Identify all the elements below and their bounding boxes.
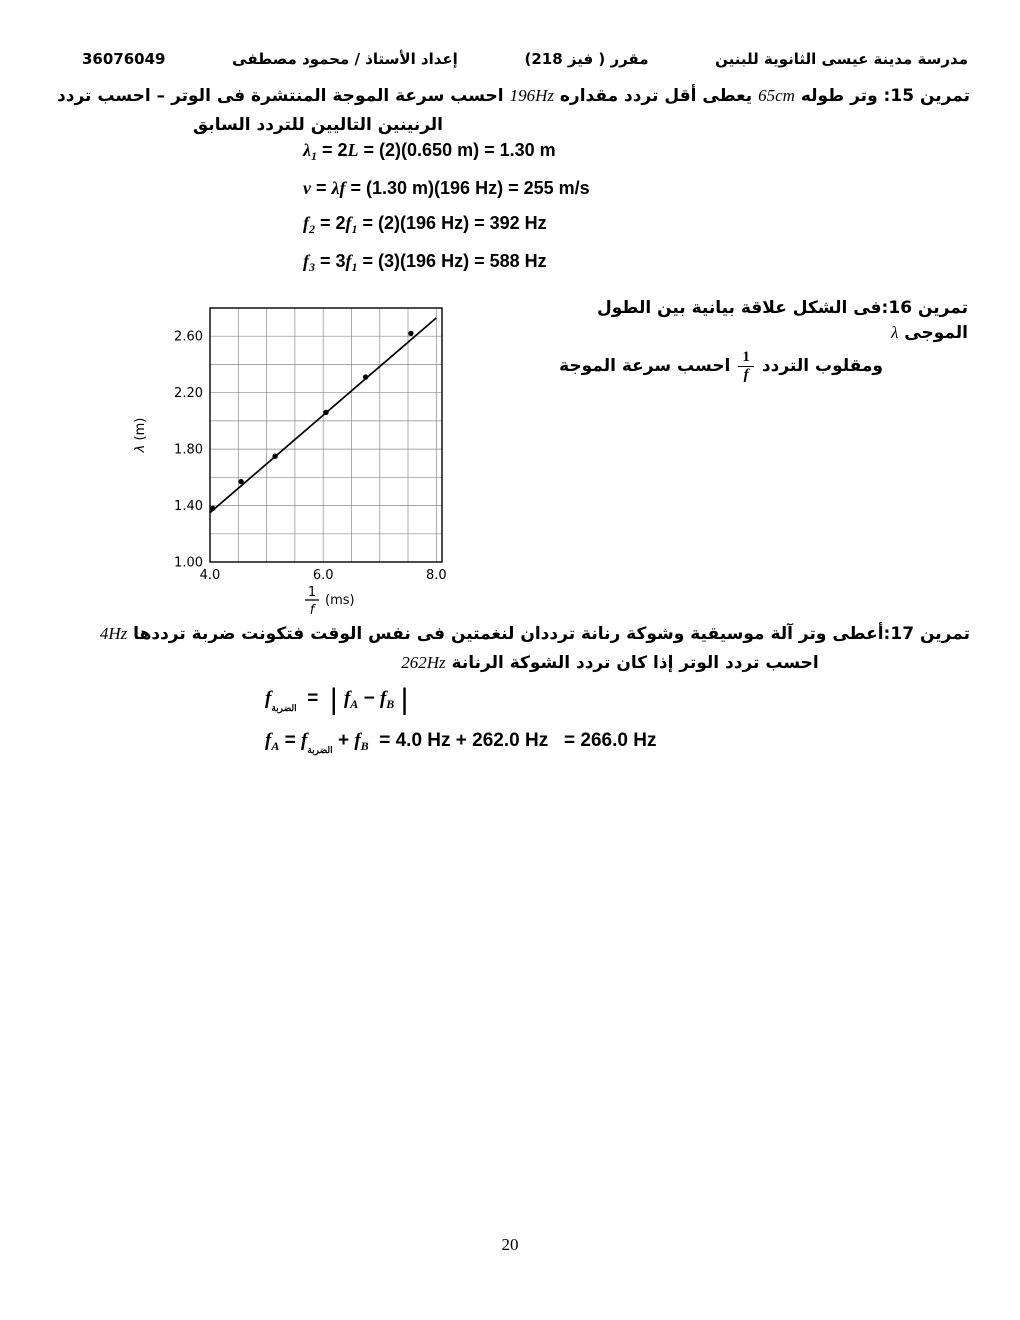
equation-string-frequency: $f_A = f_{الضربة} + f_B = 4.0$ Hz + 262.0 Hz = 266.0 Hz: [265, 730, 657, 755]
equation-beat-frequency: $f_{الضربة}$ = | $f_A - f_B$ |: [265, 683, 409, 716]
svg-text:2.20: 2.20: [174, 386, 203, 402]
exercise-16-title-line2: [528, 349, 968, 383]
svg-text:1: 1: [307, 585, 317, 600]
exercise-16-text-after: احسب سرعة الموجة: [559, 355, 731, 376]
exercise-15-title: تمرين 15: وتر طوله 65cm يعطى أقل تردد مقداره 196Hz احسب سرعة الموجة المنتشرة فى الوتر – احسب تردد: [57, 86, 970, 106]
equation-third-harmonic: $f_3 = 3f_1 = (3)(196$ Hz) = 588 Hz: [303, 251, 547, 274]
exercise-15-title-continued: الرنينين التاليين للتردد السابق: [192, 115, 444, 135]
course-name: مقرر ( فيز 218): [524, 50, 649, 68]
exercise-15-solution: [303, 140, 590, 289]
svg-text:(ms): (ms): [325, 593, 355, 608]
wavelength-vs-inverse-frequency-chart: [128, 300, 448, 618]
exercise-17-title: تمرين 17:أعطى وتر آلة موسيقية وشوكة رنانة ترددان لنغمتين فى نفس الوقت فتكونت ضربة ترددها 4Hz: [99, 624, 970, 644]
exercise-16-title: [528, 296, 968, 383]
exercise-17-title-continued: احسب تردد الوتر إذا كان تردد الشوكة الرنانة 262Hz: [401, 653, 819, 673]
exercise-17-solution: [265, 683, 657, 772]
svg-text:8.0: 8.0: [425, 568, 447, 583]
chart-canvas: [128, 300, 448, 618]
svg-text:f: f: [309, 603, 315, 618]
fraction-denominator: f: [743, 366, 749, 383]
svg-text:1.00: 1.00: [174, 555, 203, 571]
svg-text:λ (m): λ (m): [133, 417, 148, 453]
inverse-frequency-fraction: [738, 349, 754, 383]
svg-text:1.80: 1.80: [174, 442, 203, 458]
svg-text:2.60: 2.60: [174, 329, 203, 345]
exercise-16-text-before: ومقلوب التردد: [761, 355, 883, 376]
school-name: مدرسة مدينة عيسى الثانوية للبنين: [715, 50, 968, 68]
equation-wavelength: $\lambda_1 = 2L = (2)(0.650$ m) = 1.30 m: [303, 140, 556, 163]
page-number: 20: [501, 1235, 519, 1254]
document-code: 36076049: [82, 50, 166, 68]
teacher-name: إعداد الأستاذ / محمود مصطفى: [232, 50, 458, 68]
svg-text:6.0: 6.0: [312, 568, 334, 583]
svg-text:1.40: 1.40: [174, 499, 203, 515]
page-header: [82, 50, 968, 68]
fraction-numerator: 1: [738, 349, 754, 367]
exercise-16-title-line1: تمرين 16:فى الشكل علاقة بيانية بين الطول الموجى λ: [596, 298, 968, 343]
equation-wave-speed: v = λf = (1.30 m)(196 Hz) = 255 m/s: [303, 178, 590, 198]
equation-second-harmonic: $f_2 = 2f_1 = (2)(196$ Hz) = 392 Hz: [303, 213, 547, 236]
svg-text:4.0: 4.0: [199, 568, 221, 583]
